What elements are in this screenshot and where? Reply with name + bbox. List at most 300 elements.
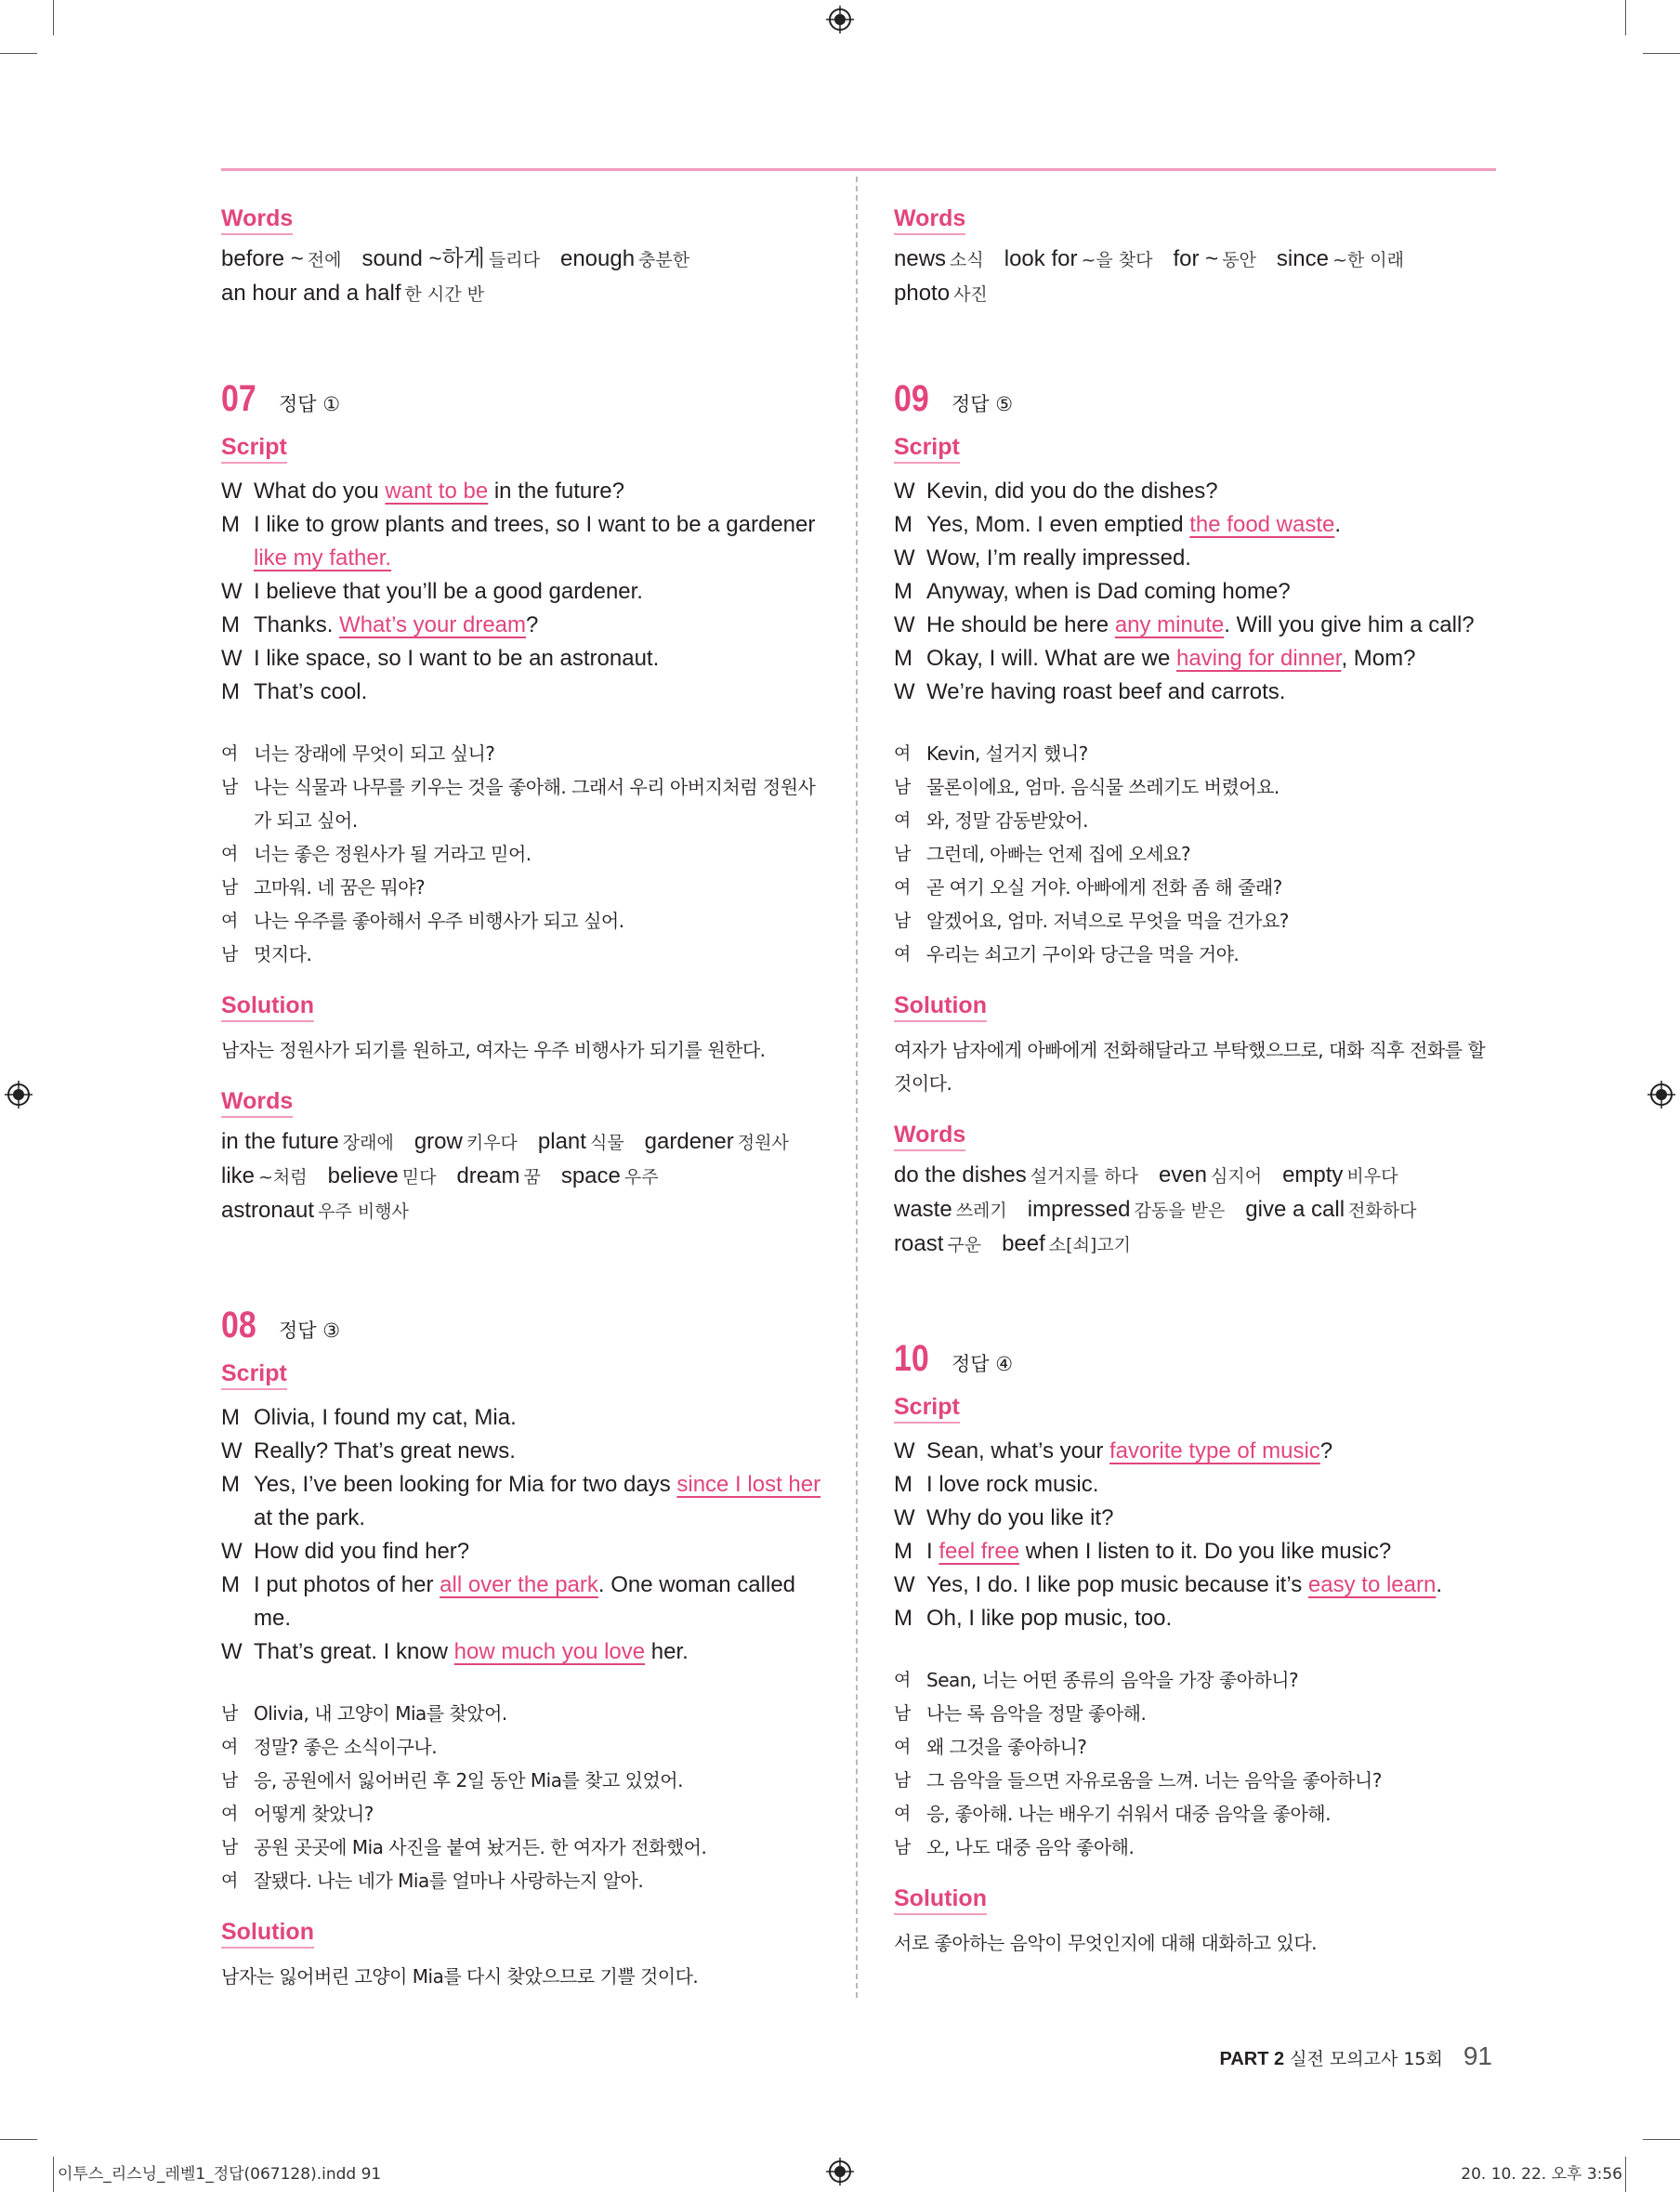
translation-line: [221, 737, 825, 770]
script-dialogue: [221, 475, 825, 709]
section-header: Solution: [221, 991, 314, 1022]
speaker-label: 여: [221, 844, 238, 864]
vocab-word: before ~: [221, 246, 304, 271]
dialogue-text: [254, 676, 825, 709]
translation-line: [221, 938, 825, 971]
dialogue-text: [254, 575, 825, 609]
vocab-meaning: 전에: [307, 250, 342, 270]
vocab-word: in the future: [221, 1129, 339, 1154]
question-number: 08: [221, 1305, 256, 1345]
column-divider: [856, 177, 858, 1998]
question-07: [221, 378, 825, 1228]
section-header: Words: [221, 1087, 293, 1118]
crop-mark: [1625, 2157, 1626, 2192]
registration-mark-icon: [826, 2158, 854, 2185]
highlighted-phrase: easy to learn: [1307, 1572, 1437, 1597]
dialogue-text: [926, 609, 1498, 642]
speaker-label: 남: [221, 877, 238, 898]
dialogue-text: [926, 642, 1498, 676]
registration-mark-icon: [1647, 1081, 1675, 1109]
right-column: [894, 204, 1498, 1960]
translation-line: [221, 1730, 825, 1764]
dialogue-text: [926, 1502, 1498, 1535]
speaker-label: 여: [894, 743, 911, 764]
registration-mark-icon: [5, 1081, 33, 1109]
vocab-meaning: 우주: [623, 1167, 659, 1188]
translation-text: Sean, 너는 어떤 종류의 음악을 가장 좋아하니?: [926, 1669, 1299, 1691]
dialogue-line: [221, 642, 825, 676]
section-header: Script: [894, 433, 960, 464]
top-rule: [221, 168, 1496, 171]
speaker-label: M: [894, 1539, 912, 1564]
answer-label: 정답 ⑤: [952, 393, 1014, 415]
vocab-meaning: ~한 이래: [1332, 250, 1404, 270]
text-segment: in the future?: [488, 479, 624, 504]
crop-mark: [53, 2157, 54, 2192]
translation-line: [894, 737, 1498, 770]
translation-text: 그런데, 아빠는 언제 집에 오세요?: [926, 843, 1191, 865]
text-segment: Okay, I will. What are we: [926, 646, 1176, 671]
translation-text: 잘됐다. 나는 네가 Mia를 얼마나 사랑하는지 알아.: [254, 1870, 644, 1892]
vocab-meaning: 사진: [953, 284, 988, 305]
translation-line: [221, 1764, 825, 1797]
text-segment: . Will you give him a call?: [1224, 612, 1475, 637]
crop-mark: [0, 2139, 37, 2140]
speaker-label: 여: [894, 1670, 911, 1690]
speaker-label: W: [894, 479, 915, 504]
dialogue-text: [254, 642, 825, 676]
dialogue-text: [926, 508, 1498, 542]
dialogue-line: [894, 609, 1498, 642]
section-header: Script: [894, 1393, 960, 1424]
translation-text: 응, 좋아해. 나는 배우기 쉬워서 대중 음악을 좋아해.: [926, 1803, 1331, 1825]
words-row: [221, 1125, 825, 1160]
translation-line: [221, 770, 825, 837]
dialogue-line: [221, 1535, 825, 1569]
translation-line: [894, 904, 1498, 938]
speaker-label: 남: [894, 911, 911, 931]
part-title: 실전 모의고사 15회: [1290, 2049, 1443, 2069]
text-segment: Anyway, when is Dad coming home?: [926, 579, 1291, 604]
speaker-label: 남: [221, 777, 238, 797]
translation-line: [894, 1730, 1498, 1764]
translation-text: 곧 여기 오실 거야. 아빠에게 전화 좀 해 줄래?: [926, 876, 1282, 899]
vocab-word: gardener: [644, 1129, 734, 1154]
script-dialogue: [894, 1435, 1498, 1635]
words-row: [221, 277, 825, 311]
dialogue-text: [254, 1535, 825, 1569]
translation-text: 우리는 쇠고기 구이와 당근을 먹을 거야.: [926, 943, 1240, 965]
section-header: Script: [221, 1359, 287, 1390]
left-column: [221, 204, 825, 1993]
translation-text: 알겠어요, 엄마. 저녁으로 무엇을 먹을 건가요?: [926, 910, 1289, 932]
speaker-label: W: [894, 1572, 915, 1597]
dialogue-text: [926, 542, 1498, 575]
vocab-word: beef: [1002, 1231, 1045, 1256]
speaker-label: 여: [221, 1737, 238, 1757]
highlighted-phrase: favorite type of music: [1109, 1438, 1320, 1464]
words-row: [894, 1227, 1498, 1262]
translation-line: [894, 1697, 1498, 1730]
translation-text: 왜 그것을 좋아하니?: [926, 1736, 1087, 1758]
text-segment: Yes, I’ve been looking for Mia for two days: [254, 1472, 677, 1497]
vocab-meaning: 비우다: [1346, 1166, 1398, 1187]
question-number: 10: [894, 1338, 929, 1379]
speaker-label: 남: [894, 777, 911, 797]
words-row: [894, 1193, 1498, 1227]
dialogue-line: [221, 1401, 825, 1435]
words-section: [221, 204, 825, 311]
dialogue-line: [221, 475, 825, 508]
section-header: Solution: [221, 1918, 314, 1949]
text-segment: Yes, I do. I like pop music because it’s: [926, 1572, 1308, 1597]
text-segment: I like to grow plants and trees, so I want to be a gardener: [254, 512, 816, 537]
vocab-word: since: [1276, 246, 1329, 271]
speaker-label: 여: [894, 1804, 911, 1824]
speaker-label: 남: [221, 1770, 238, 1791]
korean-translation: [221, 737, 825, 971]
text-segment: when I listen to it. Do you like music?: [1019, 1539, 1392, 1564]
speaker-label: 남: [894, 1703, 911, 1724]
dialogue-line: [894, 1535, 1498, 1569]
translation-text: 어떻게 찾았니?: [254, 1803, 374, 1825]
speaker-label: W: [894, 545, 915, 571]
translation-line: [894, 1663, 1498, 1697]
speaker-label: W: [221, 646, 243, 671]
text-segment: We’re having roast beef and carrots.: [926, 679, 1286, 704]
solution-text: 여자가 남자에게 아빠에게 전화해달라고 부탁했으므로, 대화 직후 전화를 할 것이다.: [894, 1039, 1486, 1095]
translation-line: [894, 1831, 1498, 1864]
speaker-label: M: [894, 579, 912, 604]
vocab-meaning: 동안: [1222, 250, 1256, 270]
words-row: [221, 1194, 825, 1228]
dialogue-text: [926, 1435, 1498, 1468]
highlighted-phrase: since I lost her: [676, 1472, 821, 1497]
dialogue-line: [221, 609, 825, 642]
vocab-word: for ~: [1173, 246, 1219, 271]
highlighted-phrase: want to be: [385, 479, 489, 504]
text-segment: at the park.: [254, 1505, 366, 1530]
vocab-meaning: 식물: [589, 1133, 624, 1153]
speaker-label: M: [221, 679, 240, 704]
highlighted-phrase: having for dinner: [1175, 646, 1342, 671]
speaker-label: M: [221, 512, 240, 537]
words-list: [221, 1125, 825, 1228]
vocab-meaning: 심지어: [1211, 1166, 1263, 1187]
text-segment: her.: [645, 1639, 689, 1664]
vocab-meaning: ~을 찾다: [1081, 250, 1153, 270]
korean-translation: [221, 1697, 825, 1897]
vocab-word: look for: [1004, 246, 1078, 271]
text-segment: How did you find her?: [254, 1539, 470, 1564]
dialogue-line: [894, 1435, 1498, 1468]
section-header: Words: [894, 1121, 965, 1151]
speaker-label: W: [221, 579, 243, 604]
speaker-label: M: [894, 512, 912, 537]
dialogue-text: [254, 1435, 825, 1468]
dialogue-line: [894, 1602, 1498, 1635]
vocab-meaning: 설거지를 하다: [1030, 1166, 1138, 1187]
page-footer: [1219, 2041, 1492, 2071]
text-segment: .: [1334, 512, 1342, 537]
vocab-meaning: 구운: [947, 1235, 982, 1255]
crop-mark: [1625, 0, 1626, 35]
speaker-label: 여: [221, 1804, 238, 1824]
speaker-label: 여: [894, 877, 911, 898]
text-segment: Really? That’s great news.: [254, 1438, 516, 1464]
dialogue-text: [926, 1535, 1498, 1569]
translation-line: [221, 904, 825, 938]
text-segment: Why do you like it?: [926, 1505, 1114, 1530]
highlighted-phrase: the food waste: [1189, 512, 1335, 537]
speaker-label: 남: [221, 1837, 238, 1857]
dialogue-text: [254, 1401, 825, 1435]
vocab-word: believe: [327, 1163, 399, 1188]
speaker-label: M: [221, 612, 240, 637]
question-number: 09: [894, 378, 929, 419]
vocab-word: astronaut: [221, 1198, 315, 1223]
vocab-meaning: 감동을 받은: [1134, 1201, 1226, 1221]
translation-line: [894, 1797, 1498, 1831]
speaker-label: M: [221, 1472, 240, 1497]
speaker-label: W: [894, 1505, 915, 1530]
vocab-meaning: 쓰레기: [955, 1201, 1007, 1221]
highlighted-phrase: like my father.: [254, 545, 392, 571]
vocab-meaning: 전화하다: [1348, 1201, 1417, 1221]
vocab-meaning: 믿다: [401, 1167, 437, 1188]
speaker-label: W: [894, 612, 915, 637]
vocab-word: even: [1158, 1162, 1207, 1188]
answer-label: 정답 ④: [952, 1353, 1014, 1375]
words-list: [221, 243, 825, 311]
text-segment: ?: [1319, 1438, 1333, 1464]
speaker-label: 여: [894, 810, 911, 831]
speaker-label: M: [894, 1606, 912, 1631]
speaker-label: W: [221, 1438, 243, 1464]
speaker-label: 여: [221, 1870, 238, 1891]
part-label: PART 2: [1219, 2049, 1285, 2069]
translation-text: 물론이에요, 엄마. 음식물 쓰레기도 버렸어요.: [926, 776, 1280, 798]
translation-line: [894, 1764, 1498, 1797]
section-header: Words: [221, 204, 293, 235]
translation-text: 너는 장래에 무엇이 되고 싶니?: [254, 742, 495, 765]
vocab-word: waste: [894, 1197, 952, 1222]
solution-text: 남자는 잃어버린 고양이 Mia를 다시 찾았으므로 기쁠 것이다.: [221, 1965, 699, 1988]
translation-line: [894, 871, 1498, 904]
dialogue-line: [894, 575, 1498, 609]
speaker-label: 여: [221, 911, 238, 931]
translation-text: 정말? 좋은 소식이구나.: [254, 1736, 438, 1758]
dialogue-line: [894, 1468, 1498, 1502]
speaker-label: W: [894, 1438, 915, 1464]
time-stamp: 20. 10. 22. 오후 3:56: [1461, 2165, 1622, 2184]
dialogue-line: [894, 1502, 1498, 1535]
translation-text: Kevin, 설거지 했니?: [926, 742, 1088, 765]
speaker-label: M: [221, 1572, 240, 1597]
dialogue-line: [221, 508, 825, 575]
vocab-word: give a call: [1245, 1197, 1345, 1222]
speaker-label: 여: [221, 743, 238, 764]
translation-text: 공원 곳곳에 Mia 사진을 붙여 놨거든. 한 여자가 전화했어.: [254, 1836, 707, 1858]
text-segment: That’s cool.: [254, 679, 368, 704]
crop-mark: [0, 53, 37, 54]
section-header: Solution: [894, 991, 987, 1022]
translation-text: 멋지다.: [254, 943, 312, 965]
vocab-meaning: 들리다: [488, 250, 540, 270]
translation-text: 나는 록 음악을 정말 좋아해.: [926, 1702, 1147, 1725]
speaker-label: W: [221, 1539, 243, 1564]
text-segment: Olivia, I found my cat, Mia.: [254, 1405, 517, 1430]
dialogue-line: [221, 676, 825, 709]
dialogue-text: [926, 475, 1498, 508]
vocab-meaning: 우주 비행사: [318, 1201, 409, 1222]
text-segment: I put photos of her: [254, 1572, 440, 1597]
text-segment: . One woman called me.: [254, 1572, 796, 1631]
vocab-meaning: ~처럼: [258, 1167, 308, 1188]
answer-label: 정답 ③: [279, 1319, 341, 1342]
vocab-word: photo: [894, 281, 951, 306]
vocab-word: sound ~하게: [361, 246, 485, 271]
file-slug: 이투스_리스닝_레벨1_정답(067128).indd 91: [58, 2165, 382, 2184]
vocab-word: do the dishes: [894, 1162, 1027, 1188]
text-segment: Thanks.: [254, 612, 340, 637]
dialogue-line: [221, 1468, 825, 1535]
vocab-meaning: 키우다: [466, 1133, 518, 1153]
dialogue-text: [254, 508, 825, 575]
section-header: Words: [894, 204, 965, 235]
vocab-word: empty: [1282, 1162, 1344, 1188]
dialogue-line: [221, 1435, 825, 1468]
translation-line: [221, 1697, 825, 1730]
vocab-meaning: 소[쇠]고기: [1048, 1235, 1132, 1255]
translation-line: [221, 871, 825, 904]
highlighted-phrase: What’s your dream: [339, 612, 527, 637]
translation-line: [221, 1831, 825, 1864]
dialogue-line: [894, 475, 1498, 508]
section-header: Script: [221, 433, 287, 464]
dialogue-text: [926, 1569, 1498, 1602]
dialogue-line: [221, 575, 825, 609]
dialogue-line: [894, 508, 1498, 542]
text-segment: I believe that you’ll be a good gardener.: [254, 579, 643, 604]
vocab-meaning: 소식: [950, 250, 984, 270]
words-list: [894, 1159, 1498, 1262]
speaker-label: W: [221, 479, 243, 504]
question-number: 07: [221, 378, 256, 419]
text-segment: Oh, I like pop music, too.: [926, 1606, 1173, 1631]
speaker-label: 남: [221, 944, 238, 965]
question-09: [894, 378, 1498, 1262]
words-row: [894, 243, 1498, 277]
highlighted-phrase: all over the park: [440, 1572, 598, 1597]
words-list: [894, 243, 1498, 311]
text-segment: Kevin, did you do the dishes?: [926, 479, 1218, 504]
translation-line: [894, 804, 1498, 837]
text-segment: I like space, so I want to be an astronaut.: [254, 646, 660, 671]
crop-mark: [53, 0, 54, 35]
crop-mark: [1643, 2139, 1680, 2140]
vocab-meaning: 장래에: [342, 1133, 394, 1153]
vocab-word: plant: [537, 1129, 586, 1154]
translation-text: 응, 공원에서 잃어버린 후 2일 동안 Mia를 찾고 있었어.: [254, 1769, 683, 1792]
vocab-word: grow: [413, 1129, 463, 1154]
dialogue-text: [926, 676, 1498, 709]
dialogue-text: [926, 1468, 1498, 1502]
solution-text: 남자는 정원사가 되기를 원하고, 여자는 우주 비행사가 되기를 원한다.: [221, 1039, 766, 1061]
translation-line: [894, 938, 1498, 971]
highlighted-phrase: feel free: [938, 1539, 1020, 1564]
vocab-meaning: 한 시간 반: [404, 284, 484, 305]
text-segment: What do you: [254, 479, 386, 504]
vocab-meaning: 충분한: [638, 250, 690, 270]
translation-line: [894, 837, 1498, 871]
translation-line: [221, 1864, 825, 1897]
dialogue-text: [254, 1635, 825, 1669]
highlighted-phrase: how much you love: [453, 1639, 646, 1664]
text-segment: Wow, I’m really impressed.: [926, 545, 1191, 571]
translation-line: [221, 1797, 825, 1831]
speaker-label: W: [894, 679, 915, 704]
translation-line: [894, 770, 1498, 804]
text-segment: , Mom?: [1341, 646, 1416, 671]
vocab-word: impressed: [1027, 1197, 1131, 1222]
speaker-label: M: [221, 1405, 240, 1430]
vocab-word: an hour and a half: [221, 281, 401, 306]
highlighted-phrase: any minute: [1114, 612, 1225, 637]
speaker-label: W: [221, 1639, 243, 1664]
translation-text: 나는 식물과 나무를 키우는 것을 좋아해. 그래서 우리 아버지처럼 정원사가 되고 싶어.: [254, 776, 816, 832]
speaker-label: 남: [894, 1837, 911, 1857]
vocab-word: dream: [456, 1163, 520, 1188]
translation-text: 그 음악을 들으면 자유로움을 느껴. 너는 음악을 좋아하니?: [926, 1769, 1382, 1792]
question-08: [221, 1305, 825, 1993]
section-header: Solution: [894, 1884, 987, 1915]
words-section: [894, 204, 1498, 311]
text-segment: ?: [526, 612, 539, 637]
vocab-word: roast: [894, 1231, 944, 1256]
vocab-meaning: 꿈: [523, 1167, 541, 1188]
page-number: 91: [1463, 2041, 1492, 2070]
text-segment: That’s great. I know: [254, 1639, 454, 1664]
dialogue-line: [221, 1569, 825, 1635]
script-dialogue: [894, 475, 1498, 709]
translation-line: [221, 837, 825, 871]
translation-text: 나는 우주를 좋아해서 우주 비행사가 되고 싶어.: [254, 910, 624, 932]
dialogue-line: [221, 1635, 825, 1669]
korean-translation: [894, 1663, 1498, 1864]
text-segment: Sean, what’s your: [926, 1438, 1110, 1464]
korean-translation: [894, 737, 1498, 971]
words-row: [894, 277, 1498, 311]
translation-text: 오, 나도 대중 음악 좋아해.: [926, 1836, 1135, 1858]
text-segment: Yes, Mom. I even emptied: [926, 512, 1190, 537]
dialogue-text: [926, 575, 1498, 609]
question-10: [894, 1338, 1498, 1960]
dialogue-text: [926, 1602, 1498, 1635]
crop-mark: [1643, 53, 1680, 54]
answer-label: 정답 ①: [279, 393, 341, 415]
translation-text: Olivia, 내 고양이 Mia를 찾았어.: [254, 1702, 507, 1725]
speaker-label: 남: [221, 1703, 238, 1724]
text-segment: I: [926, 1539, 939, 1564]
text-segment: He should be here: [926, 612, 1115, 637]
dialogue-text: [254, 609, 825, 642]
words-row: [894, 1159, 1498, 1193]
vocab-word: news: [894, 246, 947, 271]
speaker-label: 남: [894, 844, 911, 864]
speaker-label: 남: [894, 1770, 911, 1791]
dialogue-line: [894, 676, 1498, 709]
